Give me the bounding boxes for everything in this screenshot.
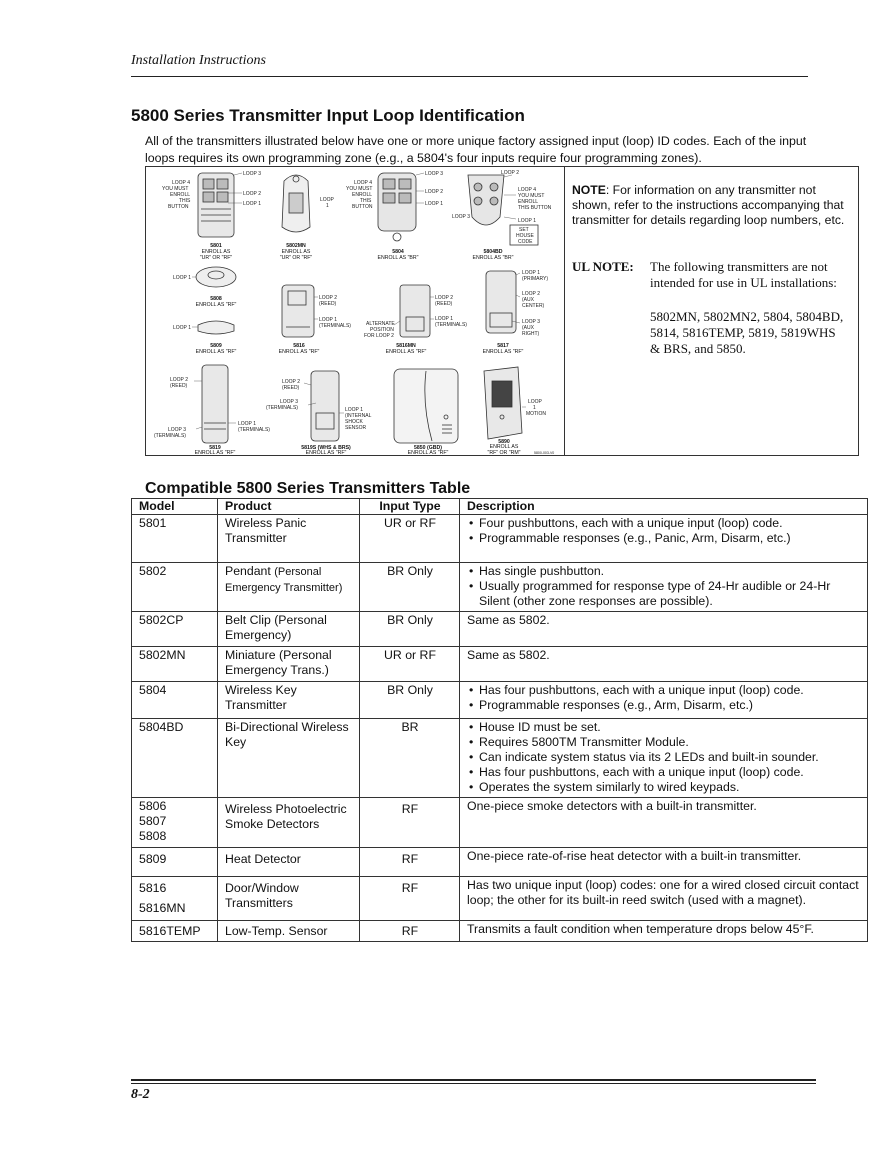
label-5804-loop3: LOOP 3	[425, 171, 443, 177]
label-5819s-sensor: SENSOR	[345, 425, 367, 431]
cell-product: Belt Clip (Personal Emergency)	[218, 612, 360, 647]
cell-input-type: BR	[360, 719, 460, 798]
label-5816mn-reed: (REED)	[435, 301, 453, 307]
label-5817-aux-center-1: (AUX	[522, 297, 534, 303]
transmitter-figure	[145, 166, 859, 456]
transmitter-illustrations	[146, 167, 564, 455]
label-5816-loop1: LOOP 1	[319, 317, 337, 323]
page-number: 8-2	[131, 1087, 150, 1102]
description-bullet: • Can indicate system status via its 2 LEDs and built-in sounder.	[467, 750, 861, 765]
label-5816mn-terminals: (TERMINALS)	[435, 322, 467, 328]
caption-5804bd-e: ENROLL AS "BR"	[472, 255, 514, 261]
ul-note-models: 5802MN, 5802MN2, 5804, 5804BD, 5814, 5816TEMP, 5819, 5819WHS & BRS, and 5850.	[650, 309, 844, 356]
caption-5816mn-e: ENROLL AS "RF"	[385, 349, 427, 355]
cell-product: Miniature (Personal Emergency Trans.)	[218, 647, 360, 682]
model-code: 5816MN	[139, 901, 186, 915]
cell-description: One-piece rate-of-rise heat detector with a built-in transmitter.	[460, 848, 868, 877]
cell-model: 5802CP	[132, 612, 218, 647]
label-5817-loop3: LOOP 3	[522, 319, 540, 325]
section-intro: All of the transmitters illustrated below have one or more unique factory assigned input (loop) ID codes. Each of the input loops requires its own programming zone (e.g., a 5804's four inputs require four programming zones).	[145, 134, 807, 165]
table-row	[132, 719, 868, 798]
table-row	[132, 921, 868, 942]
model-code: 5807	[139, 814, 167, 828]
model-code: 5808	[139, 829, 167, 843]
cell-product: Door/Window Transmitters	[218, 877, 360, 921]
label-5819s-shock: SHOCK	[345, 419, 363, 425]
header-model: Model	[132, 499, 218, 515]
caption-5802mn: 5802MN	[286, 243, 306, 249]
cell-input-type: UR or RF	[360, 647, 460, 682]
cell-input-type: BR Only	[360, 563, 460, 612]
ul-note-label: UL NOTE:	[572, 259, 634, 274]
cell-model	[132, 798, 218, 848]
label-5816mn-alternate: ALTERNATE	[366, 321, 395, 327]
label-5804bd-loop4: LOOP 4	[518, 187, 536, 193]
device-5816mn	[400, 285, 430, 337]
note-label: NOTE	[572, 183, 606, 197]
label-5817-aux-center-2: CENTER)	[522, 303, 545, 309]
label-5819s-loop1: LOOP 1	[345, 407, 363, 413]
caption-5850-e: ENROLL AS "RF"	[407, 450, 449, 455]
caption-5808: 5808	[210, 296, 222, 302]
label-5804-you-must: YOU MUST	[346, 186, 373, 192]
description-bullet: • Has four pushbuttons, each with a unique input (loop) code.	[467, 765, 861, 780]
page-header: Installation Instructions	[131, 53, 266, 68]
table-row	[132, 515, 868, 563]
caption-5809-e: ENROLL AS "RF"	[195, 349, 237, 355]
cell-input-type: RF	[360, 877, 460, 921]
label-5804-button: BUTTON	[352, 204, 373, 210]
caption-5802mn-f: "UR" OR "RF"	[279, 255, 313, 261]
label-5804-enroll: ENROLL	[352, 192, 373, 198]
label-5804-this: THIS	[360, 198, 372, 204]
label-5801-enroll: ENROLL	[170, 192, 191, 198]
note-text: : For information on any transmitter not shown, refer to the instructions accompanying that transmitter for details regarding loop numbers, etc.	[572, 183, 845, 227]
label-5801-loop4: LOOP 4	[172, 180, 190, 186]
device-5816	[282, 285, 314, 337]
label-5816mn-loop2: LOOP 2	[435, 295, 453, 301]
caption-5819: 5819	[209, 445, 221, 451]
label-5801-loop3: LOOP 3	[243, 171, 261, 177]
figure-divider	[564, 167, 565, 455]
table-row	[132, 877, 868, 921]
caption-5819s: 5819S (WHS & BRS)	[301, 445, 351, 451]
label-5801-this: THIS	[179, 198, 191, 204]
label-5804-loop1: LOOP 1	[425, 201, 443, 207]
label-5804bd-code: CODE	[518, 239, 533, 245]
caption-5801: 5801	[210, 243, 222, 249]
label-5801-button: BUTTON	[168, 204, 189, 210]
cell-model: 5804	[132, 682, 218, 719]
cell-model: 5816TEMP	[132, 921, 218, 942]
label-5817-loop2: LOOP 2	[522, 291, 540, 297]
device-5850	[394, 369, 458, 443]
transmitters-table	[131, 498, 868, 942]
caption-5804-e: ENROLL AS "BR"	[377, 255, 419, 261]
label-5808-loop1: LOOP 1	[173, 275, 191, 281]
label-5890-loop: LOOP	[528, 399, 542, 405]
caption-5808-e: ENROLL AS "RF"	[195, 302, 237, 308]
cell-description	[460, 719, 868, 798]
section-heading: 5800 Series Transmitter Input Loop Identification	[131, 106, 525, 125]
cell-model: 5802	[132, 563, 218, 612]
cell-input-type: BR Only	[360, 612, 460, 647]
product-detail: (Personal Emergency Transmitter)	[225, 566, 343, 594]
cell-model: 5809	[132, 848, 218, 877]
caption-5801-f: "UR" OR "RF"	[199, 255, 233, 261]
header-description: Description	[460, 499, 868, 515]
device-5808	[196, 267, 236, 287]
label-5819-reed: (REED)	[170, 383, 188, 389]
device-5817	[486, 271, 516, 333]
header-input-type: Input Type	[360, 499, 460, 515]
label-5804bd-loop3: LOOP 3	[452, 214, 470, 220]
label-5804bd-house: HOUSE	[516, 233, 534, 239]
cell-description	[460, 515, 868, 563]
figure-note	[572, 183, 854, 228]
description-bullet: • Programmable responses (e.g., Panic, Arm, Disarm, etc.)	[467, 531, 861, 546]
cell-description	[460, 682, 868, 719]
device-5819	[202, 365, 228, 443]
cell-input-type: RF	[360, 848, 460, 877]
label-5804bd-you-must: YOU MUST	[518, 193, 545, 199]
table-row	[132, 848, 868, 877]
cell-input-type: BR Only	[360, 682, 460, 719]
label-5819s-loop2: LOOP 2	[282, 379, 300, 385]
device-5809	[198, 321, 234, 334]
cell-description: Transmits a fault condition when temperature drops below 45°F.	[460, 921, 868, 942]
label-5819-loop1-terminals: (TERMINALS)	[238, 427, 270, 433]
label-5819s-internal: (INTERNAL	[345, 413, 372, 419]
ul-note-text: The following transmitters are not intended for use in UL installations:	[650, 259, 837, 290]
label-5804bd-loop2: LOOP 2	[501, 170, 519, 176]
label-5819s-reed: (REED)	[282, 385, 300, 391]
cell-description	[460, 563, 868, 612]
cell-product: Heat Detector	[218, 848, 360, 877]
label-5801-loop2: LOOP 2	[243, 191, 261, 197]
caption-5809: 5809	[210, 343, 222, 349]
table-row	[132, 563, 868, 612]
cell-product	[218, 563, 360, 612]
table-row	[132, 798, 868, 848]
cell-product: Bi-Directional Wireless Key	[218, 719, 360, 798]
header-product: Product	[218, 499, 360, 515]
label-5809-loop1: LOOP 1	[173, 325, 191, 331]
table-row	[132, 682, 868, 719]
description-bullet: • Has four pushbuttons, each with a unique input (loop) code.	[467, 683, 861, 698]
label-5817-loop1: LOOP 1	[522, 270, 540, 276]
cell-input-type: UR or RF	[360, 515, 460, 563]
label-5817-primary: (PRIMARY)	[522, 276, 549, 282]
caption-5816mn: 5816MN	[396, 343, 416, 349]
label-5890-one: 1	[533, 405, 536, 411]
cell-product: Wireless Key Transmitter	[218, 682, 360, 719]
label-5801-you-must: YOU MUST	[162, 186, 189, 192]
footer-rule-thin	[131, 1083, 816, 1084]
label-5819-loop3: LOOP 3	[168, 427, 186, 433]
model-code: 5816	[139, 881, 167, 895]
caption-5804bd: 5804BD	[483, 249, 503, 255]
table-row	[132, 647, 868, 682]
caption-5890: 5890	[498, 439, 510, 445]
label-5804bd-this-button: THIS BUTTON	[518, 205, 552, 211]
cell-description: Same as 5802.	[460, 612, 868, 647]
caption-5890-e: ENROLL AS	[489, 444, 519, 450]
cell-description: One-piece smoke detectors with a built-in transmitter.	[460, 798, 868, 848]
description-bullet: • Programmable responses (e.g., Arm, Disarm, etc.)	[467, 698, 861, 713]
caption-5890-f: "RF" OR "RM"	[487, 450, 521, 455]
description-bullet: • Operates the system similarly to wired keypads.	[467, 780, 861, 795]
device-5804bd	[468, 175, 504, 225]
caption-5817: 5817	[497, 343, 509, 349]
table-title: Compatible 5800 Series Transmitters Table	[145, 480, 471, 497]
caption-5802mn-e: ENROLL AS	[281, 249, 311, 255]
caption-5819s-e: ENROLL AS "RF"	[305, 450, 347, 455]
description-bullet: • Four pushbuttons, each with a unique input (loop) code.	[467, 516, 861, 531]
caption-5850: 5850 (GBD)	[414, 445, 442, 451]
cell-model: 5802MN	[132, 647, 218, 682]
cell-description: Has two unique input (loop) codes: one for a wired closed circuit contact loop; the other for its built-in reed switch (used with a magnet).	[460, 877, 868, 921]
cell-product: Wireless Panic Transmitter	[218, 515, 360, 563]
caption-5816-e: ENROLL AS "RF"	[278, 349, 320, 355]
device-5819s	[311, 371, 339, 441]
caption-5819-e: ENROLL AS "RF"	[194, 450, 236, 455]
description-bullet: • Has single pushbutton.	[467, 564, 861, 579]
cell-description: Same as 5802.	[460, 647, 868, 682]
description-bullet: • Usually programmed for response type of 24-Hr audible or 24-Hr Silent (other zone responses are possible).	[467, 579, 861, 609]
label-5804bd-enroll: ENROLL	[518, 199, 539, 205]
caption-5816: 5816	[293, 343, 305, 349]
cell-product: Low-Temp. Sensor	[218, 921, 360, 942]
table-row	[132, 612, 868, 647]
label-5819-terminals: (TERMINALS)	[154, 433, 186, 439]
cell-input-type: RF	[360, 921, 460, 942]
model-code: 5806	[139, 799, 167, 813]
label-5816mn-for-loop2: FOR LOOP 2	[364, 333, 394, 339]
label-5816-loop2: LOOP 2	[319, 295, 337, 301]
description-bullet: • House ID must be set.	[467, 720, 861, 735]
table-header-row	[132, 499, 868, 515]
footer-rule	[131, 1079, 816, 1081]
label-5804bd-set: SET	[519, 227, 529, 233]
product-name: Pendant	[225, 564, 271, 578]
label-5804-loop2: LOOP 2	[425, 189, 443, 195]
caption-5804: 5804	[392, 249, 404, 255]
figure-id: 5800-003-V0	[534, 451, 555, 455]
header-rule	[131, 76, 808, 77]
caption-5801-e: ENROLL AS	[201, 249, 231, 255]
label-5816mn-position: POSITION	[370, 327, 394, 333]
label-5816-terminals: (TERMINALS)	[319, 323, 351, 329]
label-5802mn-one: 1	[326, 203, 329, 209]
caption-5817-e: ENROLL AS "RF"	[482, 349, 524, 355]
label-5890-motion: MOTION	[526, 411, 546, 417]
cell-model: 5804BD	[132, 719, 218, 798]
cell-input-type: RF	[360, 798, 460, 848]
label-5819-loop1: LOOP 1	[238, 421, 256, 427]
description-bullet: • Requires 5800TM Transmitter Module.	[467, 735, 861, 750]
label-5804bd-loop1: LOOP 1	[518, 218, 536, 224]
label-5817-aux-right-1: (AUX	[522, 325, 534, 331]
cell-model	[132, 877, 218, 921]
label-5804-loop4: LOOP 4	[354, 180, 372, 186]
label-5816-reed: (REED)	[319, 301, 337, 307]
label-5819-loop2: LOOP 2	[170, 377, 188, 383]
cell-product: Wireless Photoelectric Smoke Detectors	[218, 798, 360, 848]
cell-model: 5801	[132, 515, 218, 563]
label-5817-aux-right-2: RIGHT)	[522, 331, 540, 337]
label-5819s-loop3: LOOP 3	[280, 399, 298, 405]
label-5801-loop1: LOOP 1	[243, 201, 261, 207]
label-5802mn-loop: LOOP	[320, 197, 334, 203]
label-5816mn-loop1: LOOP 1	[435, 316, 453, 322]
label-5819s-terminals: (TERMINALS)	[266, 405, 298, 411]
